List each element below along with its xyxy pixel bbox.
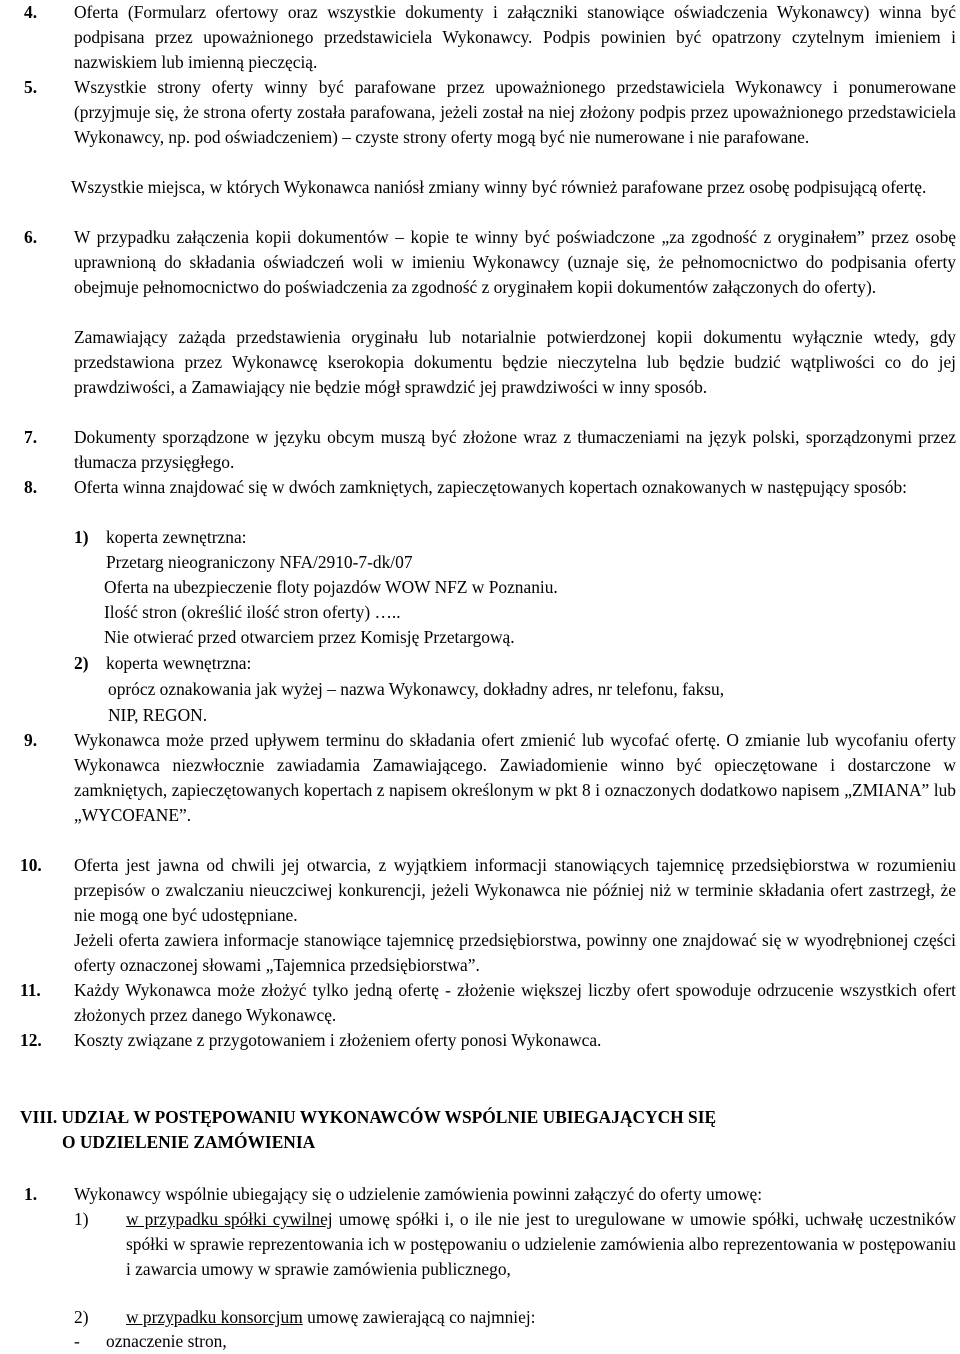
dash-item-text: oznaczenie stron, <box>106 1331 227 1351</box>
envelope-line: oprócz oznakowania jak wyżej – nazwa Wykonawcy, dokładny adres, nr telefonu, faksu, <box>108 679 725 699</box>
subitem-text <box>106 1305 956 1330</box>
envelope-number: 1) <box>74 527 89 547</box>
envelope-line: NIP, REGON. <box>108 705 208 725</box>
subitem-rest: umowę zawierającą co najmniej: <box>302 1307 536 1327</box>
envelope-label: koperta wewnętrzna: <box>106 653 252 673</box>
subitem-underlined: w przypadku konsorcjum <box>126 1307 303 1327</box>
envelope-line: Oferta na ubezpieczenie floty pojazdów WOW NFZ w Poznaniu. <box>104 577 558 597</box>
item-text: Każdy Wykonawca może złożyć tylko jedną ofertę - złożenie większej liczby ofert spowoduje odrzucenie wszystkich ofert złożonych przez danego Wykonawcę. <box>74 980 956 1025</box>
item-text: Wszystkie strony oferty winny być parafowane przez upoważnionego przedstawiciela Wykonawcy i ponumerowane (przyjmuje się, że strona oferty została parafowana, jeżeli został na niej złożony podpis przez upoważnionego przedstawiciela Wykonawcy, np. pod oświadczeniem) – czyste strony oferty mogą być nie numerowane i nie parafowane. <box>74 77 956 147</box>
item-number: 8. <box>24 477 38 497</box>
envelope-label: koperta zewnętrzna: <box>106 527 247 547</box>
item-number: 1. <box>24 1184 38 1204</box>
section-heading: VIII. UDZIAŁ W POSTĘPOWANIU WYKONAWCÓW WSPÓLNIE UBIEGAJĄCYCH SIĘ <box>20 1107 717 1127</box>
envelope-line: Przetarg nieograniczony NFA/2910-7-dk/07 <box>106 552 413 572</box>
subitem-underlined: w przypadku spółki cywilnej <box>126 1209 333 1229</box>
item-paragraph: Zamawiający zażąda przedstawienia oryginału lub notarialnie potwierdzonej kopii dokumentu wyłącznie wtedy, gdy przedstawiona przez Wykonawcę kserokopia dokumentu będzie nieczytelna lub będzie budzić wątpliwości co do jej prawdziwości, a Zamawiający nie będzie mógł sprawdzić jej prawdziwości w inny sposób. <box>74 327 956 397</box>
item-number: 6. <box>24 227 38 247</box>
item-number: 12. <box>20 1030 42 1050</box>
section-heading-continued: O UDZIELENIE ZAMÓWIENIA <box>62 1132 316 1152</box>
envelope-line: Ilość stron (określić ilość stron oferty) ….. <box>104 602 401 622</box>
item-number: 9. <box>24 730 38 750</box>
item-paragraph: Wszystkie miejsca, w których Wykonawca naniósł zmiany winny być również parafowane przez osobę podpisującą ofertę. <box>71 177 927 197</box>
dash-bullet: - <box>74 1331 80 1351</box>
subitem-number: 2) <box>74 1307 89 1327</box>
item-number: 11. <box>20 980 41 1000</box>
item-paragraph: Jeżeli oferta zawiera informacje stanowiące tajemnicę przedsiębiorstwa, powinny one znajdować się w wyodrębnionej części oferty oznaczonej słowami „Tajemnica przedsiębiorstwa”. <box>74 930 956 975</box>
item-number: 10. <box>20 855 42 875</box>
subitem-rest: umowę spółki i, o ile nie jest to uregulowane w umowie spółki, uchwałę uczestników spółki w sprawie reprezentowania ich w postępowaniu o udzielenie zamówienia albo reprezentowania w postępowaniu i zawarcia umowy w sprawie zamówienia publicznego, <box>126 1209 957 1279</box>
item-text: Wykonawcy wspólnie ubiegający się o udzielenie zamówienia powinni załączyć do oferty umowę: <box>74 1184 763 1204</box>
item-text: Dokumenty sporządzone w języku obcym muszą być złożone wraz z tłumaczeniami na język polski, sporządzonymi przez tłumacza przysięgłego. <box>74 427 956 472</box>
envelope-number: 2) <box>74 653 89 673</box>
item-text: Oferta winna znajdować się w dwóch zamkniętych, zapieczętowanych kopertach oznakowanych w następujący sposób: <box>74 477 907 497</box>
item-text: W przypadku załączenia kopii dokumentów – kopie te winny być poświadczone „za zgodność z oryginałem” przez osobę uprawnioną do składania oświadczeń woli w imieniu Wykonawcy (uznaje się, że pełnomocnictwo do podpisania oferty obejmuje pełnomocnictwo do poświadczenia za zgodność z oryginałem kopii dokumentów załączonych do oferty). <box>74 227 956 297</box>
item-text: Wykonawca może przed upływem terminu do składania ofert zmienić lub wycofać ofertę. O zmianie lub wycofaniu oferty Wykonawca niezwłocznie zawiadamia Zamawiającego. Zawiadomienie winno być opieczętowane i dostarczone w zamkniętych, zapieczętowanych kopertach z napisem określonym w pkt 8 i oznaczonych dodatkowo napisem „ZMIANA” lub „WYCOFANE”. <box>74 730 956 825</box>
item-number: 5. <box>24 77 38 97</box>
item-text: Koszty związane z przygotowaniem i złożeniem oferty ponosi Wykonawca. <box>74 1030 602 1050</box>
subitem-text <box>126 1207 956 1282</box>
item-text: Oferta (Formularz ofertowy oraz wszystkie dokumenty i załączniki stanowiące oświadczenia Wykonawcy) winna być podpisana przez upoważnionego przedstawiciela Wykonawcy. Podpis powinien być opatrzony czytelnym imieniem i nazwiskiem lub imienną pieczęcią. <box>74 2 956 72</box>
subitem-number: 1) <box>74 1209 89 1229</box>
envelope-line: Nie otwierać przed otwarciem przez Komisję Przetargową. <box>104 627 515 647</box>
item-number: 7. <box>24 427 38 447</box>
item-number: 4. <box>24 2 38 22</box>
item-text: Oferta jest jawna od chwili jej otwarcia, z wyjątkiem informacji stanowiących tajemnicę przedsiębiorstwa w rozumieniu przepisów o zwalczaniu nieuczciwej konkurencji, jeżeli Wykonawca nie później niż w terminie składania ofert zastrzegł, że nie mogą one być udostępniane. <box>74 855 956 925</box>
